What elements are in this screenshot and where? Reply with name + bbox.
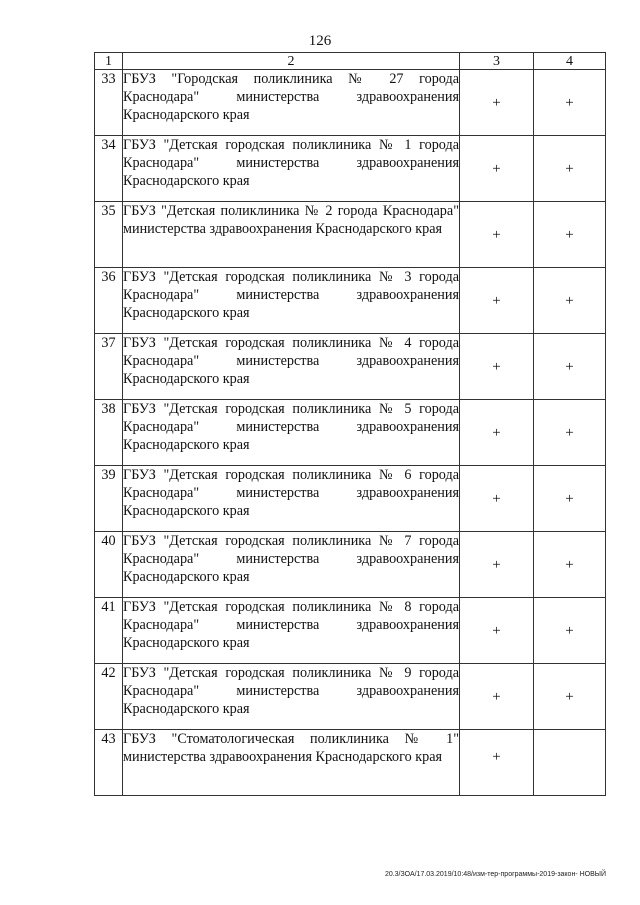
column-4-mark-cell: + bbox=[534, 598, 606, 664]
facility-name-cell: ГБУЗ "Детская городская поликлиника № 3 города Краснодара" министерства здравоохранения Краснодарского края bbox=[123, 268, 460, 334]
facilities-table bbox=[94, 52, 606, 796]
row-number-cell: 42 bbox=[95, 664, 123, 730]
table-row bbox=[95, 532, 606, 598]
row-number-cell: 36 bbox=[95, 268, 123, 334]
row-number-cell: 35 bbox=[95, 202, 123, 268]
column-4-mark-cell bbox=[534, 730, 606, 796]
header-cell-3: 3 bbox=[460, 53, 534, 70]
table-row bbox=[95, 268, 606, 334]
header-cell-1: 1 bbox=[95, 53, 123, 70]
column-4-mark-cell: + bbox=[534, 400, 606, 466]
column-3-mark-cell: + bbox=[460, 268, 534, 334]
column-3-mark-cell: + bbox=[460, 466, 534, 532]
table-header bbox=[95, 53, 606, 70]
facility-name-cell: ГБУЗ "Городская поликлиника № 27 города Краснодара" министерства здравоохранения Краснодарского края bbox=[123, 70, 460, 136]
row-number-cell: 39 bbox=[95, 466, 123, 532]
facility-name-cell: ГБУЗ "Детская городская поликлиника № 9 города Краснодара" министерства здравоохранения Краснодарского края bbox=[123, 664, 460, 730]
header-cell-4: 4 bbox=[534, 53, 606, 70]
column-3-mark-cell: + bbox=[460, 730, 534, 796]
column-4-mark-cell: + bbox=[534, 532, 606, 598]
facility-name-cell: ГБУЗ "Детская городская поликлиника № 5 города Краснодара" министерства здравоохранения Краснодарского края bbox=[123, 400, 460, 466]
table-row bbox=[95, 136, 606, 202]
column-3-mark-cell: + bbox=[460, 334, 534, 400]
facility-name-cell: ГБУЗ "Детская поликлиника № 2 города Краснодара" министерства здравоохранения Краснодарского края bbox=[123, 202, 460, 268]
row-number-cell: 43 bbox=[95, 730, 123, 796]
row-number-cell: 34 bbox=[95, 136, 123, 202]
column-3-mark-cell: + bbox=[460, 664, 534, 730]
column-4-mark-cell: + bbox=[534, 136, 606, 202]
column-3-mark-cell: + bbox=[460, 136, 534, 202]
header-cell-2: 2 bbox=[123, 53, 460, 70]
row-number-cell: 33 bbox=[95, 70, 123, 136]
facility-name-cell: ГБУЗ "Детская городская поликлиника № 4 города Краснодара" министерства здравоохранения Краснодарского края bbox=[123, 334, 460, 400]
table-row bbox=[95, 400, 606, 466]
row-number-cell: 37 bbox=[95, 334, 123, 400]
table-row bbox=[95, 70, 606, 136]
column-4-mark-cell: + bbox=[534, 334, 606, 400]
column-4-mark-cell: + bbox=[534, 70, 606, 136]
column-3-mark-cell: + bbox=[460, 202, 534, 268]
column-4-mark-cell: + bbox=[534, 268, 606, 334]
row-number-cell: 38 bbox=[95, 400, 123, 466]
page-number: 126 bbox=[308, 33, 332, 49]
column-3-mark-cell: + bbox=[460, 400, 534, 466]
header-row bbox=[95, 53, 606, 70]
column-4-mark-cell: + bbox=[534, 664, 606, 730]
column-4-mark-cell: + bbox=[534, 466, 606, 532]
table-row bbox=[95, 202, 606, 268]
column-3-mark-cell: + bbox=[460, 598, 534, 664]
table-row bbox=[95, 664, 606, 730]
facility-name-cell: ГБУЗ "Детская городская поликлиника № 7 города Краснодара" министерства здравоохранения Краснодарского края bbox=[123, 532, 460, 598]
column-3-mark-cell: + bbox=[460, 532, 534, 598]
column-3-mark-cell: + bbox=[460, 70, 534, 136]
table-body bbox=[95, 70, 606, 796]
row-number-cell: 40 bbox=[95, 532, 123, 598]
row-number-cell: 41 bbox=[95, 598, 123, 664]
facility-name-cell: ГБУЗ "Детская городская поликлиника № 6 города Краснодара" министерства здравоохранения Краснодарского края bbox=[123, 466, 460, 532]
facility-name-cell: ГБУЗ "Детская городская поликлиника № 1 города Краснодара" министерства здравоохранения Краснодарского края bbox=[123, 136, 460, 202]
table-row bbox=[95, 730, 606, 796]
table-row bbox=[95, 466, 606, 532]
footer-file-reference: 20.3/ЗОА/17.03.2019/10:48/изм-тер-программы-2019-закон- НОВЫЙ bbox=[384, 871, 606, 878]
table-row bbox=[95, 598, 606, 664]
facility-name-cell: ГБУЗ "Детская городская поликлиника № 8 города Краснодара" министерства здравоохранения Краснодарского края bbox=[123, 598, 460, 664]
facility-name-cell: ГБУЗ "Стоматологическая поликлиника № 1" министерства здравоохранения Краснодарского края bbox=[123, 730, 460, 796]
table-row bbox=[95, 334, 606, 400]
column-4-mark-cell: + bbox=[534, 202, 606, 268]
